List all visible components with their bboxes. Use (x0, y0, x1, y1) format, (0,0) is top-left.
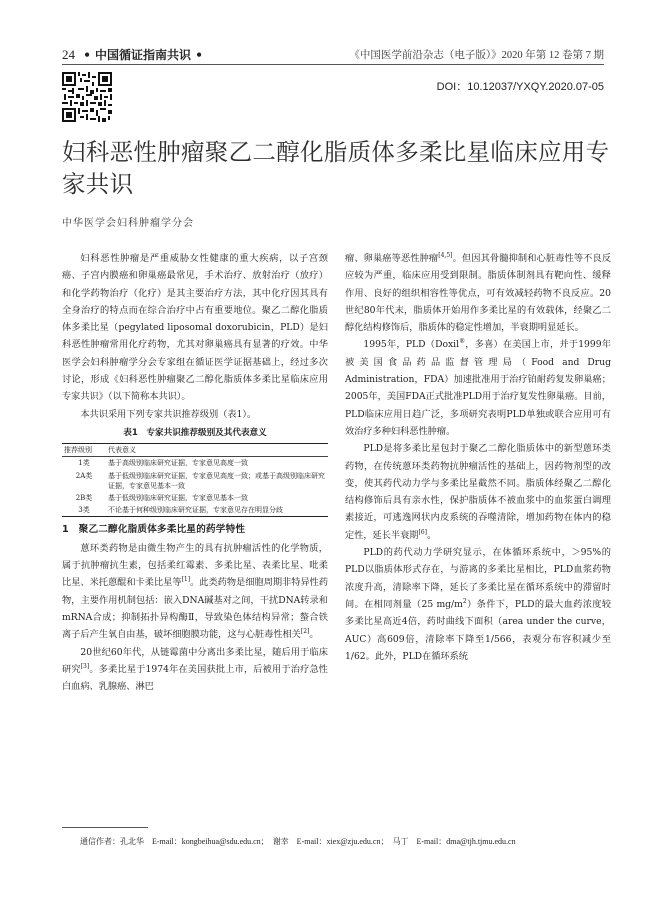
author-contact: 马丁 E-mail：dma@tjh.tjmu.edu.cn (392, 837, 516, 846)
table-cell-meaning: 基于高级别临床研究证据，专家意见高度一致 (108, 459, 248, 468)
author-contact: 孔北华 E-mail：kongbeihua@sdu.edu.cn； (120, 837, 269, 846)
paragraph-text: 20世纪60年代，从链霉菌中分离出多柔比星，随后用于临床研究 (62, 646, 328, 675)
section-name: • 中国循证指南共识 • (83, 48, 203, 62)
table-header-level: 推荐级别 (62, 444, 106, 457)
table-header-row (62, 444, 328, 457)
section-heading: 1 聚乙二醇化脂质体多柔比星的药学特性 (62, 524, 246, 536)
author-affiliation: 中华医学会妇科肿瘤学分会 (62, 218, 194, 229)
footnote-prefix: 通信作者： (80, 837, 120, 846)
paragraph-text: PLD是将多柔比星包封于聚乙二醇化脂质体中的新型蒽环类药物，在传统蒽环类药物抗肿瘤活性的基础上，因药物剂型的改变，使其药代动力学与多柔比星截然不同。脂质体经聚乙二醇化结构修饰后具有亲水性，保护脂质体不被血浆中的血浆蛋白调理素接近，可逃逸网状内皮系统的吞噬清除，增加药物在体内的稳定性，延长半衰期 (345, 443, 611, 541)
correspondence-footnote (80, 836, 520, 847)
table-cell-meaning: 不论基于何种级别临床研究证据，专家意见存在明显分歧 (108, 506, 283, 515)
table-intro-paragraph: 本共识采用下列专家共识推荐级别（表1）。 (80, 408, 257, 420)
table-cell-level: 1类 (78, 459, 90, 468)
table-cell-meaning: 基于低级别临床研究证据，专家意见高度一致；或基于高级别临床研究证据，专家意见基本一致 (108, 471, 325, 490)
paragraph-text: PLD的药代动力学研究显示，在体循环系统中，＞95%的PLD以脂质体形式存在，与游离的多柔比星相比，PLD血浆药物浓度升高，清除率下降，延长了多柔比星在循环系统中的滞留时间。在相同剂量（25 mg/m (345, 547, 611, 610)
table-cell-meaning: 基于低级别临床研究证据，专家意见基本一致 (108, 494, 248, 503)
left-column (62, 250, 328, 695)
registered-mark: ® (459, 338, 466, 346)
table-header-meaning: 代表意义 (106, 444, 328, 457)
paragraph-text: 蒽环类药物是由微生物产生的具有抗肿瘤活性的化学物质，属于抗肿瘤抗生素，包括柔红霉素、多柔比星、表柔比星、吡柔比星、米托蒽醌和卡柔比星等 (62, 542, 328, 589)
citation-ref: [4,5] (438, 251, 453, 259)
table-cell-level: 2B类 (75, 494, 93, 503)
table-row (62, 492, 328, 504)
citation-ref: [3] (80, 662, 90, 670)
table-row (62, 504, 328, 517)
journal-citation: 《中国医学前沿杂志（电子版）》2020 年第 12 卷第 7 期 (349, 50, 604, 61)
recommendation-level-table (62, 443, 328, 517)
table-caption: 表1 专家共识推荐级别及其代表意义 (123, 427, 267, 438)
table-row (62, 470, 328, 492)
paragraph-text: 。此类药物是细胞周期非特异性药物，主要作用机制包括：嵌入DNA碱基对之间，干扰DNA转录和mRNA合成；抑制拓扑异构酶Ⅱ，导致染色体结构异常；螯合铁离子后产生氧自由基，破坏细胞膜功能，这与心脏毒性相关 (62, 577, 329, 641)
citation-ref: [1] (181, 576, 191, 584)
footnote-divider (62, 827, 148, 828)
table-cell-level: 2A类 (75, 471, 93, 480)
journal-section-label (62, 46, 203, 63)
body-paragraph (345, 250, 611, 336)
paragraph-text: 1995年，PLD（Doxil (363, 339, 460, 351)
table-cell-level: 3类 (78, 506, 90, 515)
paragraph-text: 。 (427, 529, 437, 541)
paragraph-text: 。 (309, 629, 319, 641)
citation-ref: [6] (418, 528, 427, 536)
paragraph-text: ，多喜）在美国上市，并于1999年被美国食品药品监督管理局（Food and Drug Administration，FDA）加速批准用于治疗铂耐药复发卵巢癌；2005年，美国FDA正式批准PLD用于治疗复发性卵巢癌。目前，PLD临床应用日趋广泛，多项研究表明PLD单独或联合应用可有效治疗多种妇科恶性肿瘤。 (345, 339, 611, 437)
body-paragraph (345, 336, 611, 440)
qr-code-icon (62, 72, 112, 122)
author-contact: 谢幸 E-mail：xiex@zju.edu.cn； (272, 837, 389, 846)
paragraph-text: ）条件下，PLD的最大血药浓度较多柔比星高近4倍，药时曲线下面积（area under the curve，AUC）高609倍，清除率下降至1/566，表观分布容积减少至1/62。此外，PLD在循环系统 (345, 598, 612, 662)
intro-paragraph: 妇科恶性肿瘤是严重威胁女性健康的重大疾病，以子宫颈癌、子宫内膜癌和卵巢癌最常见，手术治疗、放射治疗（放疗）和化学药物治疗（化疗）是其主要治疗方法，其中化疗因其具有全身治疗的特点而在综合治疗中占有重要地位。聚乙二醇化脂质体多柔比星（pegylated liposomal doxorubicin，PLD）是妇科恶性肿瘤常用化疗药物，尤其对卵巢癌具有显著的疗效。中华医学会妇科肿瘤学分会专家组在循证医学证据基础上，经过多次讨论，形成《妇科恶性肿瘤聚乙二醇化脂质体多柔比星临床应用专家共识》（以下简称本共识）。 (62, 253, 328, 403)
right-column (345, 250, 611, 665)
body-paragraph (345, 440, 611, 544)
paragraph-text: 。但因其骨髓抑制和心脏毒性等不良反应较为严重，临床应用受到限制。脂质体制剂具有靶向性、缓释作用、良好的组织相容性等优点，可有效减轻药物不良反应。20世纪80年代末，脂质体开始用作多柔比星的有效载体，经聚乙二醇化结构修饰后，脂质体的稳定性增加，半衰期明显延长。 (345, 253, 612, 334)
paragraph-text: 。多柔比星于1974年在美国获批上市，后被用于治疗急性白血病、乳腺癌、淋巴 (62, 663, 328, 693)
superscript-exponent: 2 (462, 597, 467, 605)
page-number: 24 (62, 47, 75, 62)
body-paragraph (345, 544, 611, 665)
body-paragraph (62, 644, 328, 696)
paragraph-text: 瘤、卵巢癌等恶性肿瘤 (345, 253, 439, 264)
doi-text: DOI：10.12037/YXQY.2020.07-05 (436, 81, 604, 93)
header-divider (62, 64, 604, 65)
article-title: 妇科恶性肿瘤聚乙二醇化脂质体多柔比星临床应用专家共识 (62, 138, 610, 198)
body-paragraph (62, 540, 328, 644)
citation-ref: [2] (300, 628, 310, 636)
table-row (62, 457, 328, 470)
